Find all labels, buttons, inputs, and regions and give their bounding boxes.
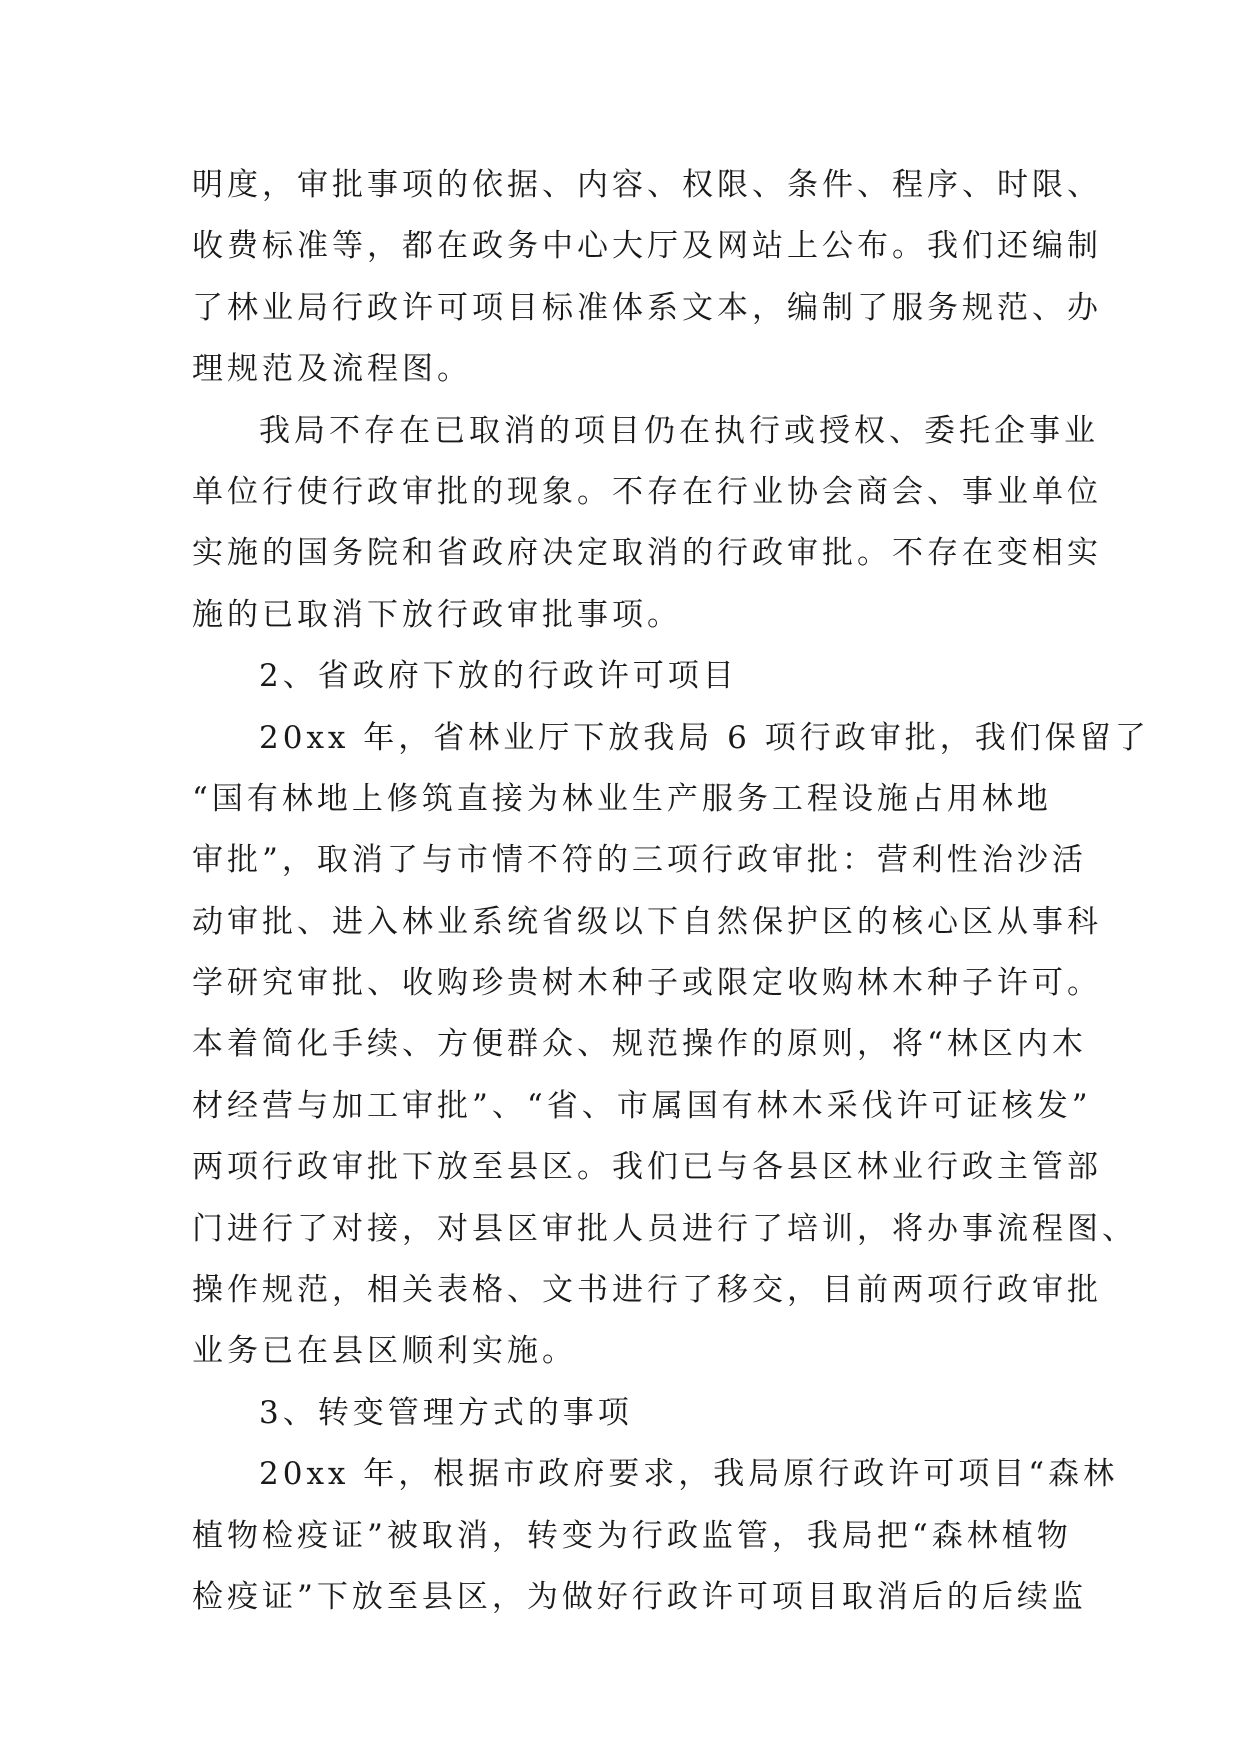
section-heading: 3、转变管理方式的事项 [259,1394,633,1431]
text-line: 操作规范，相关表格、文书进行了移交，目前两项行政审批 [192,1272,1102,1309]
text-line: 业务已在县区顺利实施。 [192,1333,577,1370]
paragraph-start-line: 20xx 年，省林业厅下放我局 6 项行政审批，我们保留了 [259,719,1150,756]
text-line: 门进行了对接，对县区审批人员进行了培训，将办事流程图、 [192,1210,1137,1247]
text-line: 明度，审批事项的依据、内容、权限、条件、程序、时限、 [192,167,1102,203]
text-line: 两项行政审批下放至县区。我们已与各县区林业行政主管部 [192,1149,1102,1186]
text-line: 施的已取消下放行政审批事项。 [192,596,682,633]
paragraph-start-line: 20xx 年，根据市政府要求，我局原行政许可项目“森林 [259,1456,1119,1493]
text-line: 理规范及流程图。 [192,351,472,388]
section-heading: 2、省政府下放的行政许可项目 [259,658,738,695]
paragraph-start-line: 我局不存在已取消的项目仍在执行或授权、委托企事业 [259,412,1099,449]
text-line: “国有林地上修筑直接为林业生产服务工程设施占用林地 [192,780,1052,817]
text-line: 实施的国务院和省政府决定取消的行政审批。不存在变相实 [192,535,1102,572]
body-text [192,155,1150,1628]
text-line: 了林业局行政许可项目标准体系文本，编制了服务规范、办 [192,289,1102,326]
text-line: 学研究审批、收购珍贵树木种子或限定收购林木种子许可。 [192,965,1102,1002]
text-line: 植物检疫证”被取消，转变为行政监管，我局把“森林植物 [192,1517,1072,1554]
text-line: 本着简化手续、方便群众、规范操作的原则，将“林区内木 [192,1026,1087,1063]
text-line: 检疫证”下放至县区，为做好行政许可项目取消后的后续监 [192,1578,1087,1615]
text-line: 收费标准等，都在政务中心大厅及网站上公布。我们还编制 [192,228,1102,265]
text-line: 审批”，取消了与市情不符的三项行政审批：营利性治沙活 [192,842,1087,879]
text-line: 动审批、进入林业系统省级以下自然保护区的核心区从事科 [192,903,1102,940]
text-line: 材经营与加工审批”、“省、市属国有林木采伐许可证核发” [192,1087,1092,1124]
text-line: 单位行使行政审批的现象。不存在行业协会商会、事业单位 [192,473,1102,510]
